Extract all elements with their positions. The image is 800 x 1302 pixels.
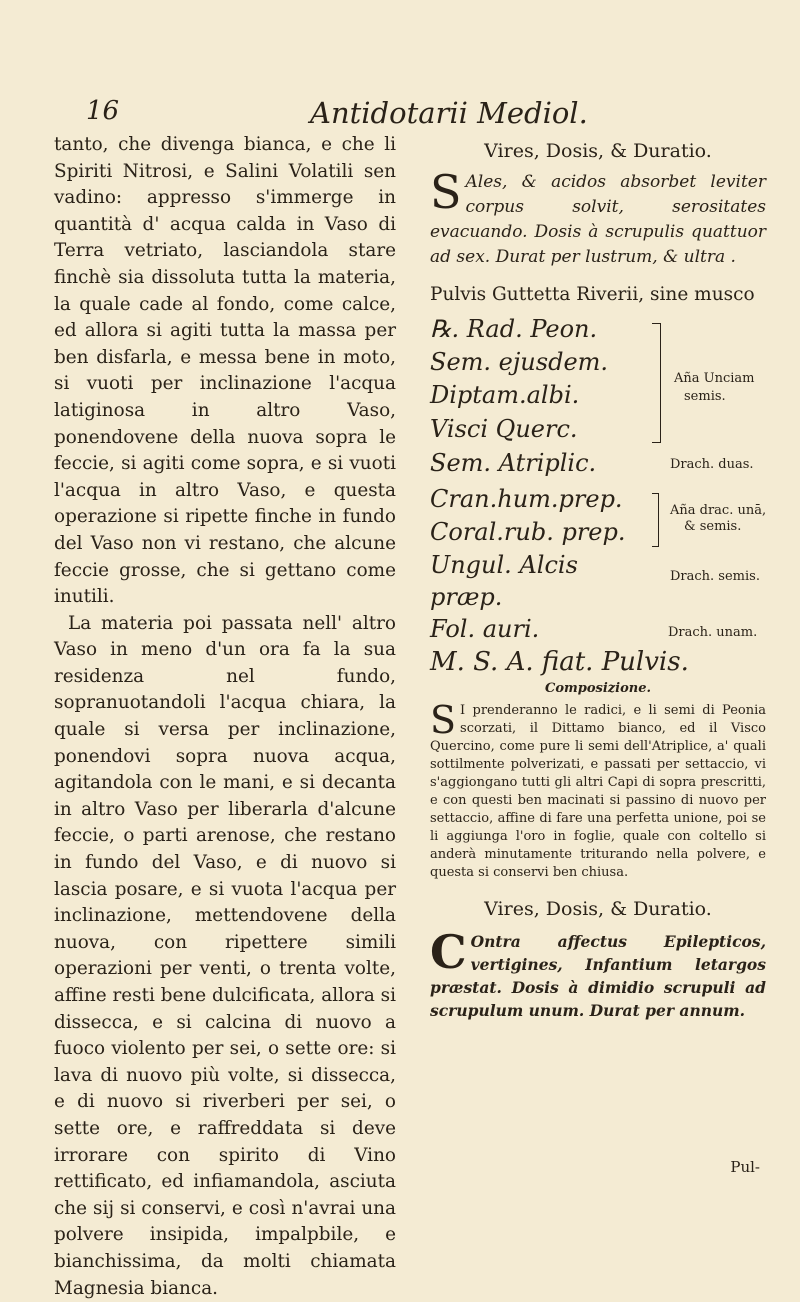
quantity-4: Aña drac. unā,: [670, 503, 767, 518]
composition-title: Composizione.: [544, 681, 652, 696]
vires-text-2: [430, 925, 766, 1022]
left-paragraph-1: tanto, che divenga bianca, e che li Spiriti Nitrosi, e Salini Volatili sen vadino: appresso s'immerge in quantità d' acqua calda in Vaso di Terra vetriato, lasciandola stare finchè sia dissoluta tutta la materia, la quale cade al fondo, come calce, ed allora si agiti tutta la massa per ben disfarla, e messa bene in moto, si vuoti per inclinazione l'acqua latiginosa in altro Vaso, ponendovene della nuova sopra le feccie, si agiti come sopra, e si vuoti l'acqua in altro Vaso, e questa operazione si ripette finche in fundo del Vaso non vi restano, che alcune feccie grosse, che si gettano come inutili.: [54, 134, 396, 608]
brace-1: [652, 323, 661, 443]
ingredient-8: Ungul. Alcis: [430, 551, 578, 579]
ingredient-1: ℞. Rad. Peon.: [430, 315, 598, 343]
quantity-5: & semis.: [684, 519, 742, 534]
ingredient-7: Coral.rub. prep.: [430, 518, 626, 546]
vires-heading-1: Vires, Dosis, & Duratio.: [484, 140, 712, 162]
vires-text-1: [430, 165, 766, 270]
dropcap-3: C: [430, 925, 467, 979]
page-number: 16: [86, 96, 120, 126]
ingredient-9: præp.: [430, 583, 503, 611]
ingredient-2: Sem. ejusdem.: [430, 348, 609, 376]
composition-text-body: I prenderanno le radici, e li semi di Peonia scorzati, il Dittamo bianco, ed il Visco Quercino, come pure li semi dell'Atriplice, a' quali sottilmente polverizati, e passati per settaccio, vi s'aggiongano tutti gli altri Capi di sopra prescritti, e con questi ben macinati si passino di nuovo per settaccio, affine di fare una perfetta unione, poi se li aggiunga l'oro in foglie, quale con coltello si anderà minutamente triturando nella polvere, e questa si conservi ben chiusa.: [430, 703, 766, 880]
quantity-2: semis.: [684, 389, 726, 404]
ingredient-5: Sem. Atriplic.: [430, 449, 597, 477]
catchword: Pul-: [730, 1158, 760, 1176]
dropcap-2: S: [430, 698, 457, 742]
quantity-6: Drach. semis.: [670, 569, 760, 584]
dropcap-1: S: [430, 165, 462, 219]
vires-text-2-body: Ontra affectus Epilepticos, vertigines, Infantium letargos præstat. Dosis à dimidio scrupuli ad scrupulum unum. Durat per annum.: [430, 932, 766, 1020]
recipe-closing: M. S. A. fiat. Pulvis.: [430, 647, 689, 677]
left-column: [54, 132, 396, 1302]
left-paragraph-2: La materia poi passata nell' altro Vaso in meno d'un ora fa la sua residenza nel fundo, sopranuotandoli l'acqua chiara, la quale si versa per inclinazione, ponendovi sopra nuova acqua, agitandola con le mani, e si decanta in altro Vaso per liberarla d'alcune feccie, o parti arenose, che restano in fundo del Vaso, e di nuovo si lascia posare, e si vuota l'acqua per inclinazione, mettendovene della nuova, con ripettere simili operazioni per venti, o trenta volte, affine resti bene dulcificata, allora si dissecca, e si calcina di nuovo a fuoco violento per sei, o sette ore: si lava di nuovo più volte, si dissecca, e di nuovo si riverberi per sei, o sette ore, e raffreddata si deve irrorare con spirito di Vino rettificato, ed infiamandola, asciuta che sij si conservi, e così n'avrai una polvere insipida, impalpbile, e bianchissima, da molti chiamata Magnesia bianca.: [54, 612, 396, 1299]
running-title: Antidotarii Mediol.: [310, 96, 588, 130]
ingredient-10: Fol. auri.: [430, 615, 540, 643]
quantity-7: Drach. unam.: [668, 625, 758, 640]
right-column: [430, 140, 766, 1022]
recipe: [430, 315, 767, 677]
formula-title: Pulvis Guttetta Riverii, sine musco: [430, 284, 755, 305]
quantity-3: Drach. duas.: [670, 457, 754, 472]
vires-heading-2: Vires, Dosis, & Duratio.: [484, 898, 712, 920]
brace-2: [652, 493, 659, 547]
ingredient-4: Visci Querc.: [430, 415, 578, 443]
composition-text: [430, 698, 766, 882]
ingredient-6: Cran.hum.prep.: [430, 485, 623, 513]
vires-text-1-body: Ales, & acidos absorbet leviter corpus solvit, serositates evacuando. Dosis à scrupulis quattuor ad sex. Durat per lustrum, & ultra .: [430, 172, 766, 267]
quantity-1: Aña Unciam: [674, 371, 755, 386]
ingredient-3: Diptam.albi.: [430, 381, 580, 409]
